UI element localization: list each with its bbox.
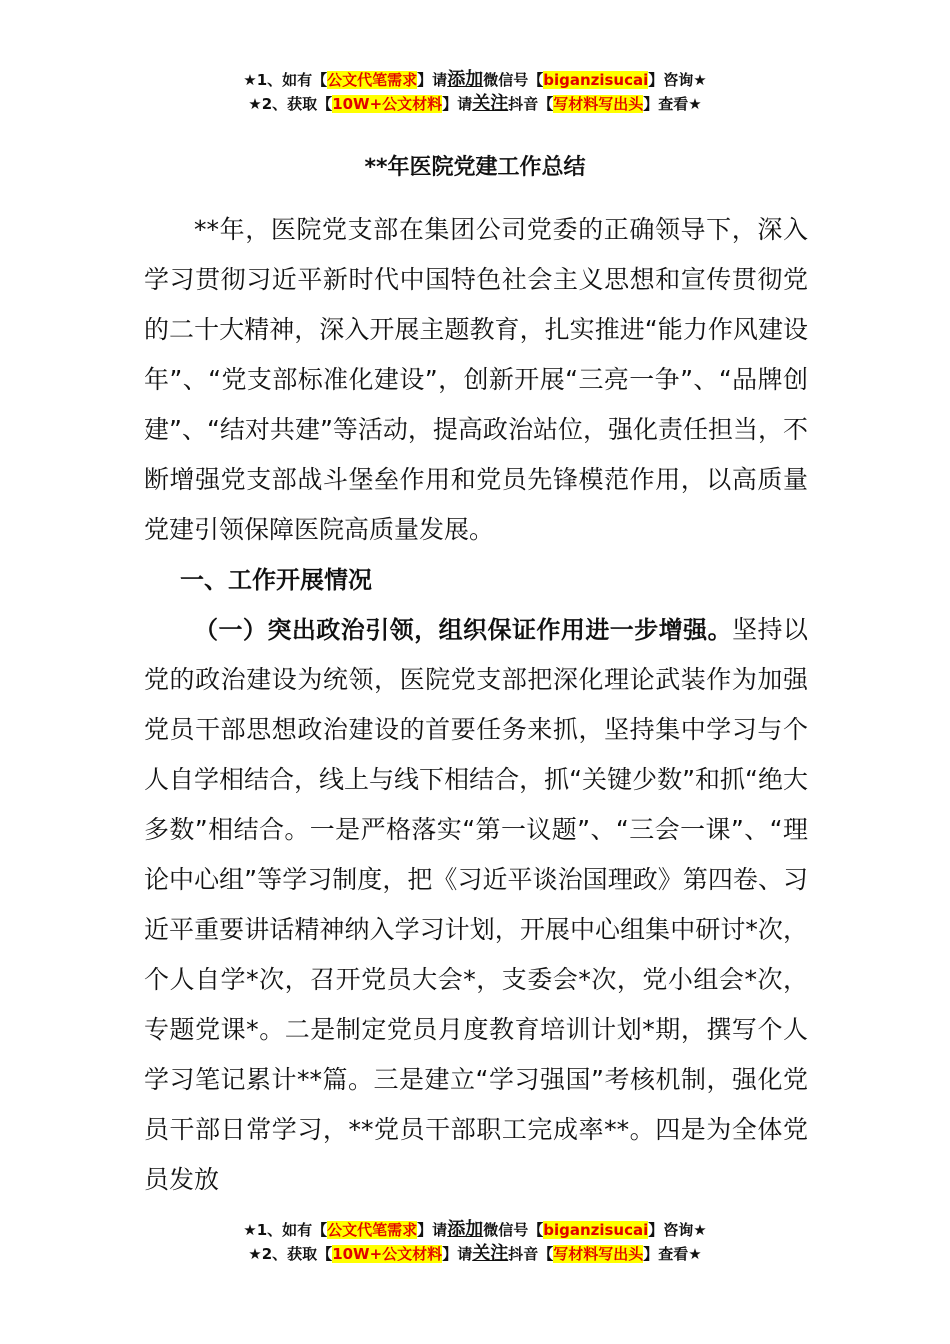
banner-text: 抖音【 — [508, 1245, 554, 1263]
intro-paragraph: **年，医院党支部在集团公司党委的正确领导下，深入学习贯彻习近平新时代中国特色社会主义思想和宣传贯彻党的二十大精神，深入开展主题教育，扎实推进“能力作风建设年”、“党支部标准化建设”，创新开展“三亮一争”、“品牌创建”、“结对共建”等活动，提高政治站位，强化责任担当，不断增强党支部战斗堡垒作用和党员先锋模范作用，以高质量党建引领保障医院高质量发展。 — [144, 215, 808, 544]
banner-text: 】请 — [417, 1221, 448, 1239]
banner-text: 】请 — [417, 71, 448, 89]
banner-highlight: 公文代笔需求 — [327, 1221, 418, 1239]
banner-highlight: 10W+公文材料 — [332, 1245, 443, 1263]
bottom-promo-banner — [0, 1218, 950, 1266]
banner-line-2 — [0, 92, 950, 116]
banner-underline: 关注 — [472, 1243, 509, 1264]
banner-underline: 添加 — [447, 69, 484, 90]
subsection-paragraph — [144, 605, 808, 1205]
subsection-lead: （一）突出政治引领，组织保证作用进一步增强。 — [194, 616, 733, 644]
banner-highlight: 公文代笔需求 — [327, 71, 418, 89]
banner-wechat-id: biganzisucai — [543, 71, 649, 89]
document-title: **年医院党建工作总结 — [364, 155, 586, 180]
subsection-body: 坚持以党的政治建设为统领，医院党支部把深化理论武装作为加强党员干部思想政治建设的首要任务来抓，坚持集中学习与个人自学相结合，线上与线下相结合，抓“关键少数”和抓“绝大多数”相结合。一是严格落实“第一议题”、“三会一课”、“理论中心组”等学习制度，把《习近平谈治国理政》第四卷、习近平重要讲话精神纳入学习计划，开展中心组集中研讨*次，个人自学*次，召开党员大会*，支委会*次，党小组会*次，专题党课*。二是制定党员月度教育培训计划*期，撰写个人学习笔记累计**篇。三是建立“学习强国”考核机制，强化党员干部日常学习，**党员干部职工完成率**。四是为全体党员发放 — [144, 615, 808, 1194]
banner-douyin-id: 写材料写出头 — [553, 95, 644, 113]
banner-text: 微信号【 — [483, 1221, 544, 1239]
banner-text: 】请 — [442, 95, 473, 113]
banner-line-2 — [0, 1242, 950, 1266]
document-body — [144, 205, 808, 1205]
banner-text: 】咨询★ — [648, 71, 707, 89]
banner-underline: 关注 — [472, 93, 509, 114]
banner-douyin-id: 写材料写出头 — [553, 1245, 644, 1263]
banner-wechat-id: biganzisucai — [543, 1221, 649, 1239]
banner-text: ★1、如有【 — [243, 1221, 328, 1239]
banner-text: 抖音【 — [508, 95, 554, 113]
banner-text: 】咨询★ — [648, 1221, 707, 1239]
banner-text: 】查看★ — [643, 1245, 702, 1263]
banner-text: ★2、获取【 — [248, 1245, 333, 1263]
section-heading: 一、工作开展情况 — [180, 566, 372, 594]
top-promo-banner — [0, 68, 950, 116]
banner-text: ★1、如有【 — [243, 71, 328, 89]
banner-text: 】查看★ — [643, 95, 702, 113]
banner-text: 】请 — [442, 1245, 473, 1263]
banner-line-1 — [0, 1218, 950, 1242]
banner-line-1 — [0, 68, 950, 92]
banner-highlight: 10W+公文材料 — [332, 95, 443, 113]
banner-text: ★2、获取【 — [248, 95, 333, 113]
banner-text: 微信号【 — [483, 71, 544, 89]
banner-underline: 添加 — [447, 1219, 484, 1240]
